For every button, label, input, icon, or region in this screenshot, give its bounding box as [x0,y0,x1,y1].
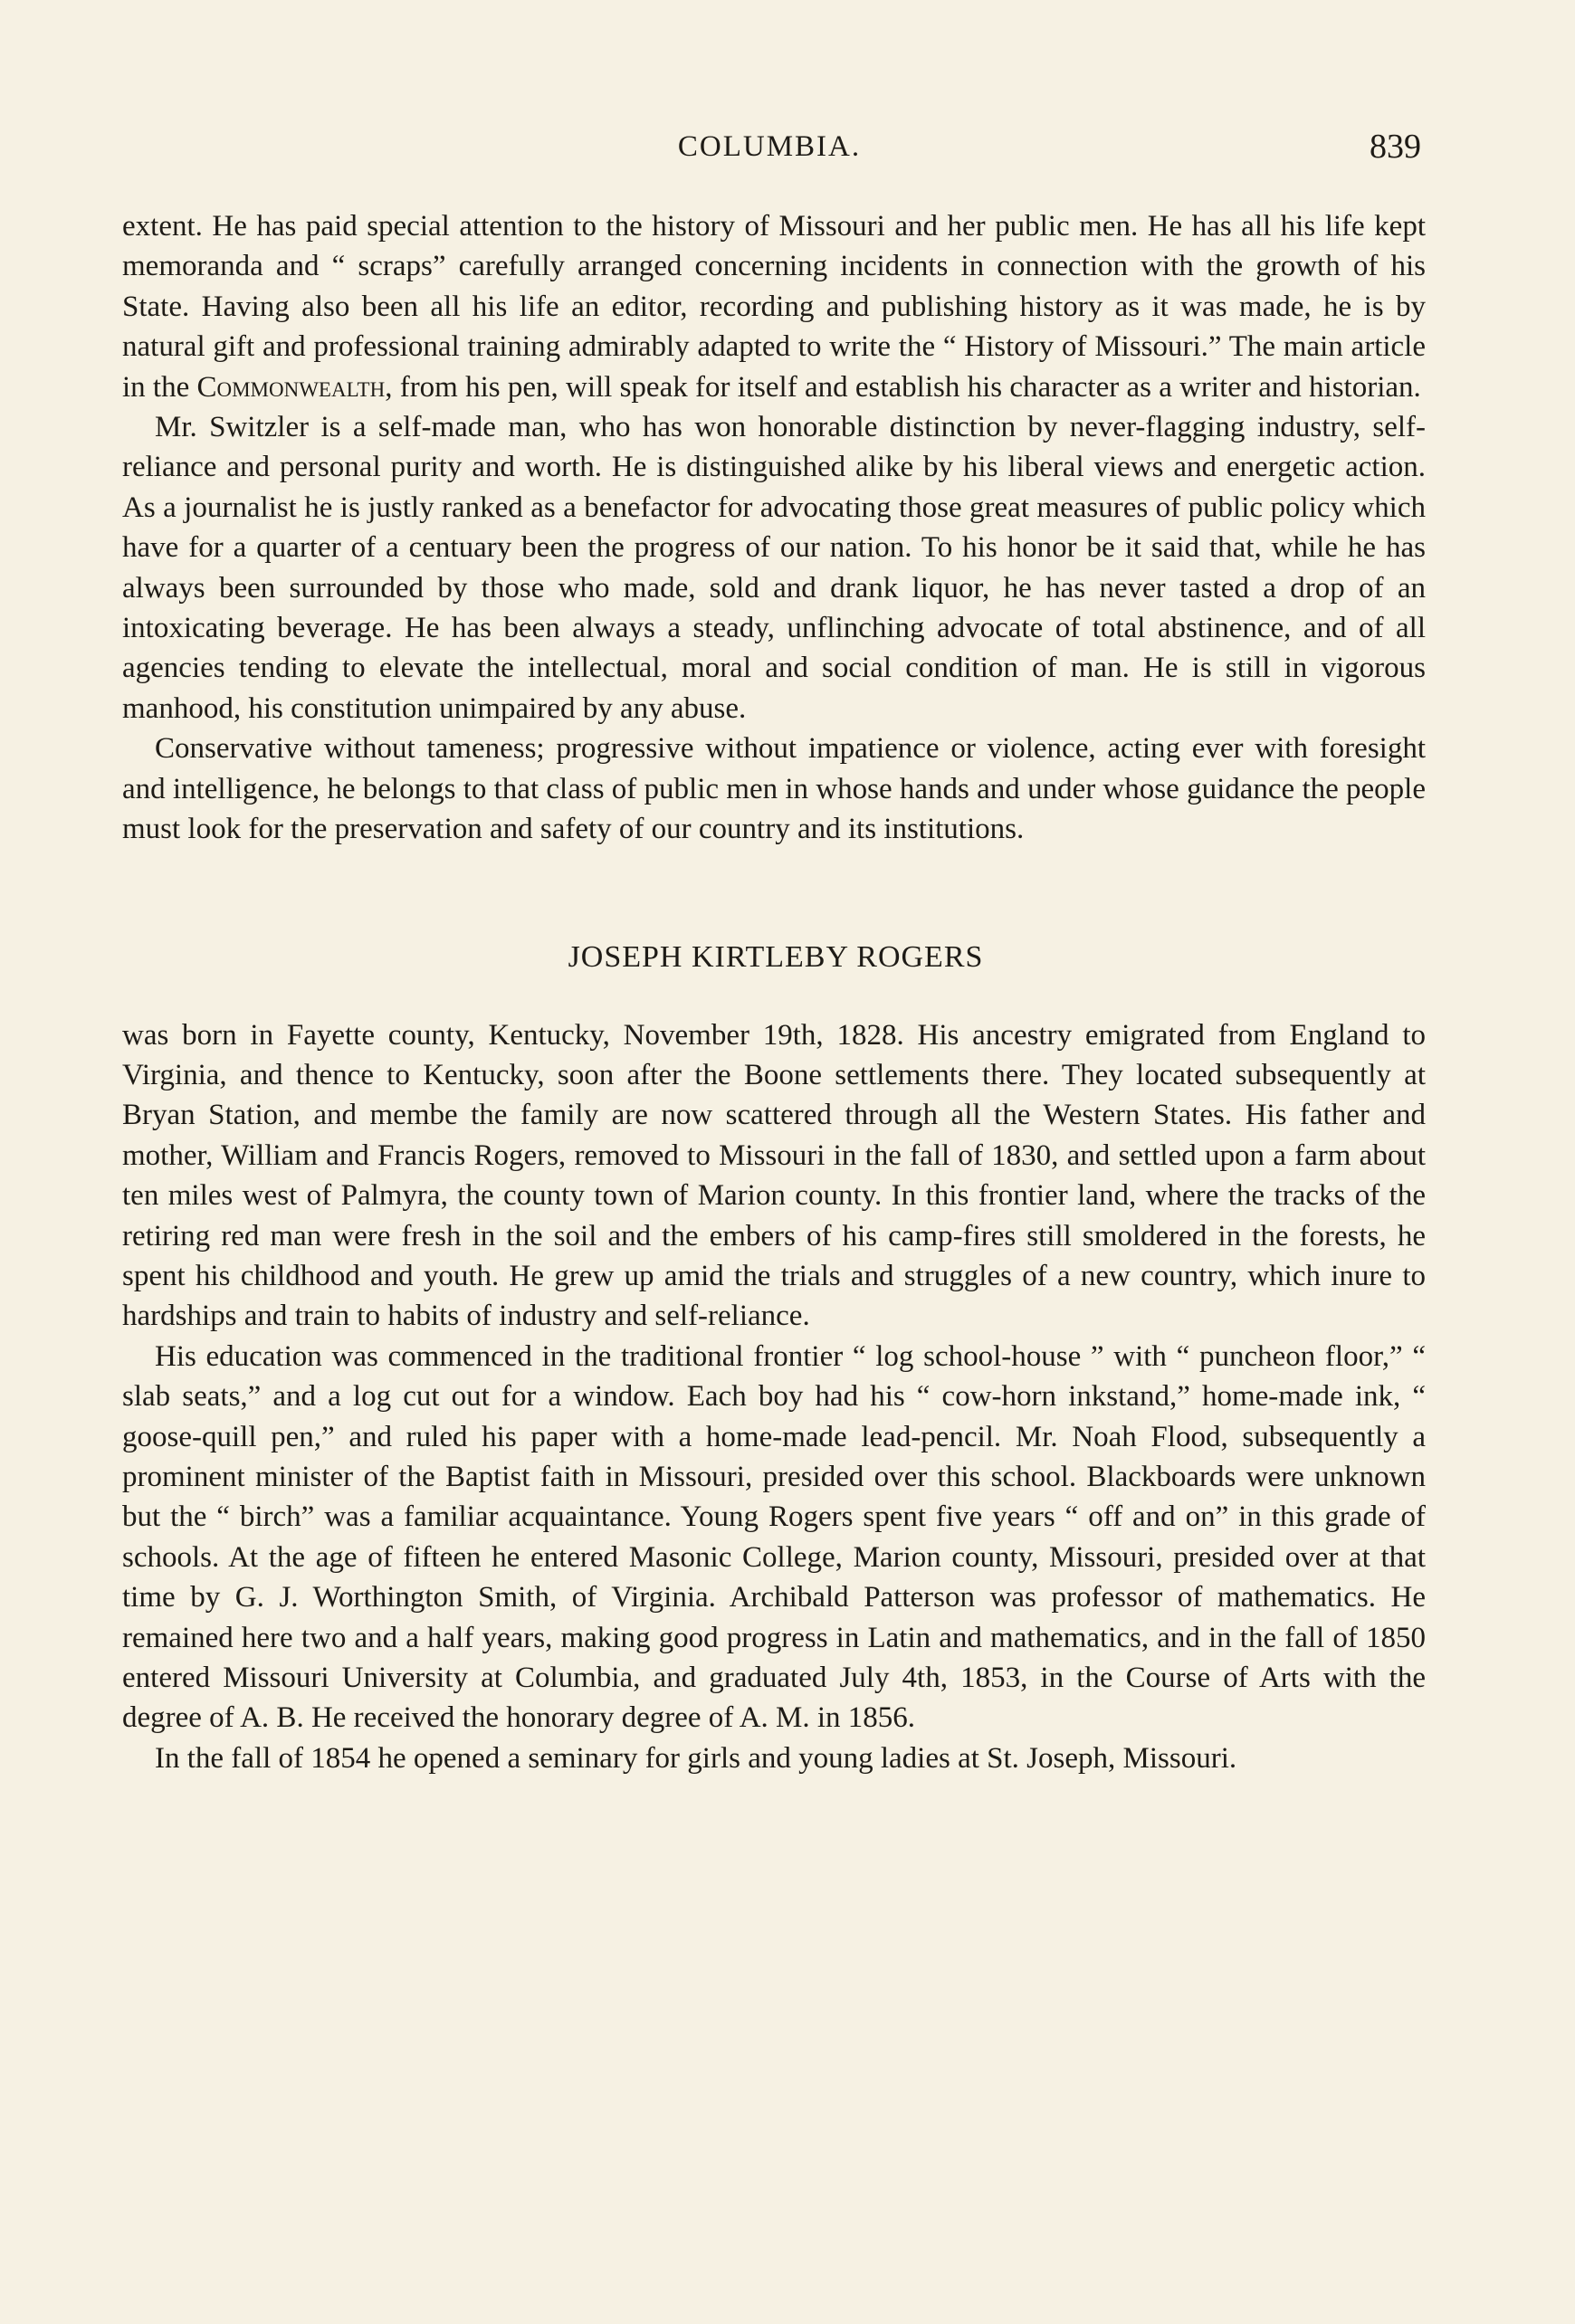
commonwealth-title: Commonwealth [196,370,386,404]
switzler-paragraph-2: Mr. Switzler is a self-made man, who has won honorable distinction by never-flagging industry, self-reliance and personal purity and worth. He is distinguished alike by his liberal views and energetic action. As a journalist he is justly ranked as a benefactor for advocating those great measures of public policy which have for a quarter of a centuary been the progress of our nation. To his honor be it said that, while he has always been surrounded by those who made, sold and drank liquor, he has never tasted a drop of an intoxicating beverage. He has been always a steady, unflinching advocate of total abstinence, and of all agencies tending to elevate the intellectual, moral and social condition of man. He is still in vigorous manhood, his constitution unimpaired by any abuse. [122,411,1426,725]
switzler-paragraph-3: Conservative without tameness; progressive without impatience or violence, acting ever with foresight and intelligence, he belongs to that class of public men in whose hands and under whose guidance the people must look for the preservation and safety of our country and its institutions. [122,732,1426,846]
running-title: COLUMBIA. [677,130,862,163]
page-number: 839 [1370,128,1421,166]
rogers-heading: JOSEPH KIRTLEBY ROGERS [568,939,984,974]
switzler-p1-text-b: , from his pen, will speak for itself and establish his character as a writer and historian. [385,370,1421,404]
rogers-paragraph-1: was born in Fayette county, Kentucky, November 19th, 1828. His ancestry emigrated from England to Virginia, and thence to Kentucky, soon after the Boone settlements there. They located subsequently at Bryan Station, and membe the family are now scattered through all the Western States. His father and mother, William and Francis Rogers, removed to Missouri in the fall of 1830, and settled upon a farm about ten miles west of Palmyra, the county town of Marion county. In this frontier land, where the tracks of the retiring red man were fresh in the soil and the embers of his camp-fires still smoldered in the forests, he spent his childhood and youth. He grew up amid the trials and struggles of a new country, which inure to hardships and train to habits of industry and self-reliance. [122,1018,1426,1333]
body-text [122,206,1426,1778]
switzler-paragraph-1 [122,206,1426,407]
switzler-p1-text-a: extent. He has paid special attention to the history of Missouri and her public men. He has all his life kept memoranda and “ scraps” carefully arranged concerning incidents in connection with the growth of his State. Having also been all his life an editor, recording and publishing history as it was made, he is by natural gift and professional training admirably adapted to write the “ History of Missouri.” The main article in the [122,210,1426,404]
rogers-paragraph-3: In the fall of 1854 he opened a seminary for girls and young ladies at St. Joseph, Missouri. [155,1741,1237,1775]
rogers-paragraph-2: His education was commenced in the traditional frontier “ log school-house ” with “ puncheon floor,” “ slab seats,” and a log cut out for a window. Each boy had his “ cow-horn inkstand,” home-made ink, “ goose-quill pen,” and ruled his paper with a home-made lead-pencil. Mr. Noah Flood, subsequently a prominent minister of the Baptist faith in Missouri, presided over this school. Blackboards were unknown but the “ birch” was a familiar acquaintance. Young Rogers spent five years “ off and on” in this grade of schools. At the age of fifteen he entered Masonic College, Marion county, Missouri, presided over at that time by G. J. Worthington Smith, of Virginia. Archibald Patterson was professor of mathematics. He remained here two and a half years, making good progress in Latin and mathematics, and in the fall of 1850 entered Missouri University at Columbia, and graduated July 4th, 1853, in the Course of Arts with the degree of A. B. He received the honorary degree of A. M. in 1856. [122,1339,1426,1735]
running-head [118,127,1421,172]
